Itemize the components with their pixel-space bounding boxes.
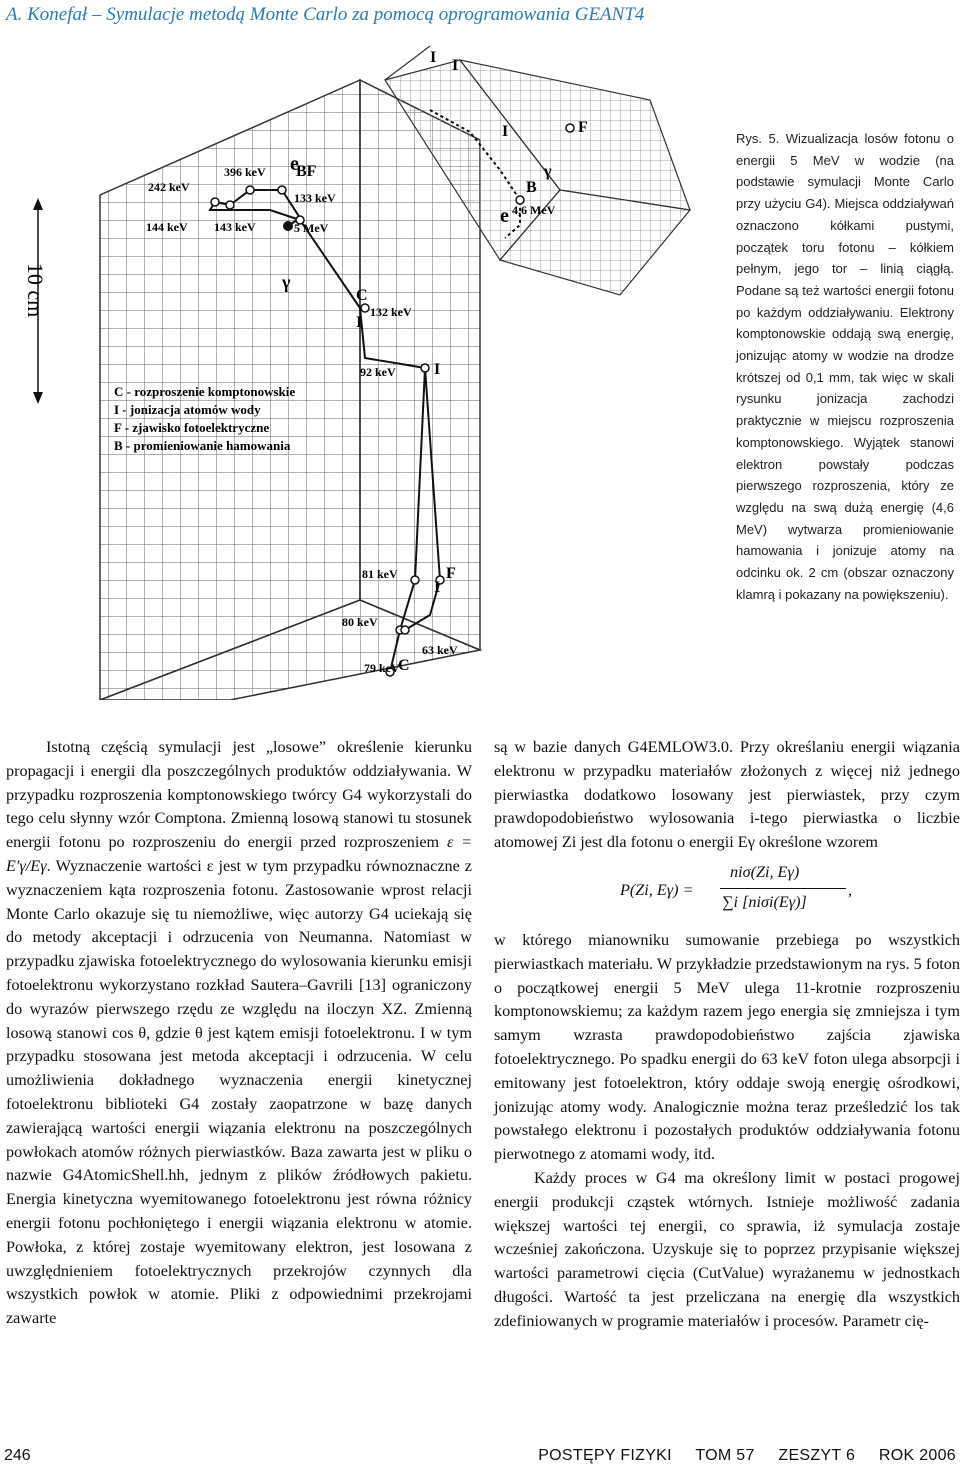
svg-text:γ: γ xyxy=(544,163,552,180)
energy-label: 396 keV xyxy=(224,165,266,179)
running-title: A. Konefał – Symulacje metodą Monte Carlo za pomocą oprogramowania GEANT4 xyxy=(6,4,645,25)
svg-text:F: F xyxy=(446,565,456,582)
energy-label: 132 keV xyxy=(370,305,412,319)
svg-text:I: I xyxy=(430,49,437,66)
paragraph: są w bazie danych G4EMLOW3.0. Przy określaniu energii wiązania elektronu w przypadku materiałów złożonych z więcej niż jednego pierwiastka dodatkowo losowany jest pierwiastek, przy czym prawdopodobieństwo wylosowania i-tego pierwiastka o liczbie atomowej Zi jest dla fotonu o energii Eγ określone wzorem xyxy=(494,738,960,852)
svg-text:I: I xyxy=(356,314,363,331)
svg-text:C: C xyxy=(356,287,368,304)
page-number: 246 xyxy=(4,1447,31,1464)
legend-item: F - zjawisko fotoelektryczne xyxy=(114,420,270,435)
svg-text:γ: γ xyxy=(282,272,291,292)
energy-label: 80 keV xyxy=(342,615,378,629)
legend-item: I - jonizacja atomów wody xyxy=(114,402,261,417)
scale-label: 10 cm xyxy=(23,262,48,318)
svg-text:I: I xyxy=(434,361,441,378)
figure-caption: Rys. 5. Wizualizacja losów fotonu o energii 5 MeV w wodzie (na podstawie symulacji Monte Carlo przy użyciu G4). Miejsca oddziaływań oznaczono kółkami pustymi, początek toru fotonu – kółkiem pełnym, jego tor – linią ciągłą. Podane są też wartości energii fotonu po każdym oddziaływaniu. Elektrony komptonowskie oddają swą energię, jonizując atomy w wodzie na drodze krótszej od 0,1 mm, tak więc w skali rysunku jonizacja zachodzi praktycznie w miejscu rozproszenia komptonowskiego. Wyjątek stanowi elektron powstały podczas pierwszego rozproszenia, który ze względu na swą dużą energię (4,6 MeV) wytwarza promieniowanie hamowania i jonizuje atomy na odcinku ok. 2 cm (obszar oznaczony klamrą i pokazany na powiększeniu). xyxy=(736,131,954,602)
photon-start-point xyxy=(283,221,293,231)
scale-bar xyxy=(23,198,48,404)
svg-text:F: F xyxy=(578,119,588,136)
energy-label: 81 keV xyxy=(362,567,398,581)
paragraph: Istotną częścią symulacji jest „losowe” określenie kierunku propagacji i energii dla poszczególnych produktów oddziaływania. W przypadku rozproszenia komptonowskiego twórcy G4 wykorzystali do tego celu słynny wzór Comptona. Zmienną losową stanowi tu stosunek energii fotonu po rozproszeniu do energii przed rozproszeniem ε = E′γ/Eγ. Wyznaczenie wartości ε jest w tym przypadku równoznaczne z wyznaczeniem kąta rozproszenia fotonu. Zastosowanie wprost relacji Monte Carlo okazuje się tu niemożliwe, więc autorzy G4 uciekają się do metody akceptacji i odrzucenia von Neumanna. Natomiast w przypadku zjawiska fotoelektrycznego do wylosowania kierunku emisji fotoelektronu wykorzystano rozkład Sautera–Gavrili [13] ograniczony do wyrazów pierwszego rzędu ze względu na iloczyn XZ. Zmienną losową stanowi cos θ, gdzie θ jest kątem emisji fotoelektronu. I w tym przypadku stosowana jest metoda akceptacji i odrzucenia. W celu umożliwienia dokładnego wyznaczenia energii kinetycznej fotoelektronu biblioteki G4 zostały zaopatrzone w bazę danych zawierającą wartości energii wiązania elektronu na poszczególnych powłokach atomów różnych pierwiastków. Baza zawarta jest w pliku o nazwie G4AtomicShell.hh, jednym z plików źródłowych pakietu. Energia kinetyczna wyemitowanego fotoelektronu jest równa różnicy energii fotonu pochłoniętego i energii wiązania elektronu w atomie. Powłoka, z której zostaje wyemitowany elektron, jest losowana z uwzględnieniem fotoelektrycznych przekrojów czynnych dla wszystkich powłok w atomie. Pliki z odpowiednimi przekrojami zawarte xyxy=(6,738,473,1328)
energy-label: 4,6 MeV xyxy=(512,203,556,217)
svg-text:I: I xyxy=(452,57,459,74)
paragraph: w którego mianowniku sumowanie przebiega po wszystkich pierwiastkach materiału. W przykładzie przedstawionym na rys. 5 foton o początkowej energii 5 MeV ulega 11-krotnie rozproszeniu komptonowskiemu; za każdym razem jego energia się zmniejsza i tym samym wzrasta prawdopodobieństwo zajścia zjawiska fotoelektrycznego. Po spadku energii do 63 keV foton ulega absorpcji i emitowany jest fotoelektron, który oddaje swoją energię ośrodkowi, jonizując atomy wody. Analogicznie można teraz prześledzić los tak powstałego elektronu i pozostałych produktów oddziaływania fotonu pierwotnego z atomami wody, itd. xyxy=(494,930,960,1164)
probability-formula: P(Zi, Eγ) = niσ(Zi, Eγ) ∑i [niσi(Eγ)] , xyxy=(620,862,853,911)
page-footer xyxy=(4,1447,956,1465)
energy-label: 133 keV xyxy=(294,191,336,205)
legend-item: C - rozproszenie komptonowskie xyxy=(114,384,296,399)
left-column xyxy=(6,736,472,1331)
energy-label: 144 keV xyxy=(146,220,188,234)
journal-info: POSTĘPY FIZYKI TOM 57 ZESZYT 6 ROK 2006 xyxy=(538,1447,956,1464)
energy-label: 5 MeV xyxy=(294,221,329,235)
svg-text:e: e xyxy=(500,205,509,227)
energy-label: 242 keV xyxy=(148,180,190,194)
energy-label: 79 keV xyxy=(364,661,400,675)
svg-text:C: C xyxy=(398,657,410,674)
legend-item: B - promieniowanie hamowania xyxy=(114,438,291,453)
svg-text:I: I xyxy=(502,123,509,140)
svg-text:e: e xyxy=(290,153,299,175)
paragraph: Każdy proces w G4 ma określony limit w postaci progowej energii produkcji cząstek wtórnych. Istnieje możliwość zadania większej wartości tej energii, co sprawia, iż symulacja zostaje wcześniej zakończona. Uzyskuje się to poprzez przypisanie większej wartości parametrowi cięcia (CutValue) wyrażanemu w jednostkach długości. Wartość ta jest przeliczana na energię dla wszystkich zdefiniowanych w programie materiałów i procesów. Parametr cię- xyxy=(494,1168,960,1330)
simulation-visualization xyxy=(0,40,712,700)
svg-text:B: B xyxy=(526,179,537,196)
right-column xyxy=(494,736,960,1334)
energy-label: 63 keV xyxy=(422,643,458,657)
energy-label: 143 keV xyxy=(214,220,256,234)
energy-label: 92 keV xyxy=(360,365,396,379)
figure-simulation xyxy=(0,40,712,700)
svg-text:BF: BF xyxy=(296,163,317,180)
svg-text:I: I xyxy=(434,579,441,596)
